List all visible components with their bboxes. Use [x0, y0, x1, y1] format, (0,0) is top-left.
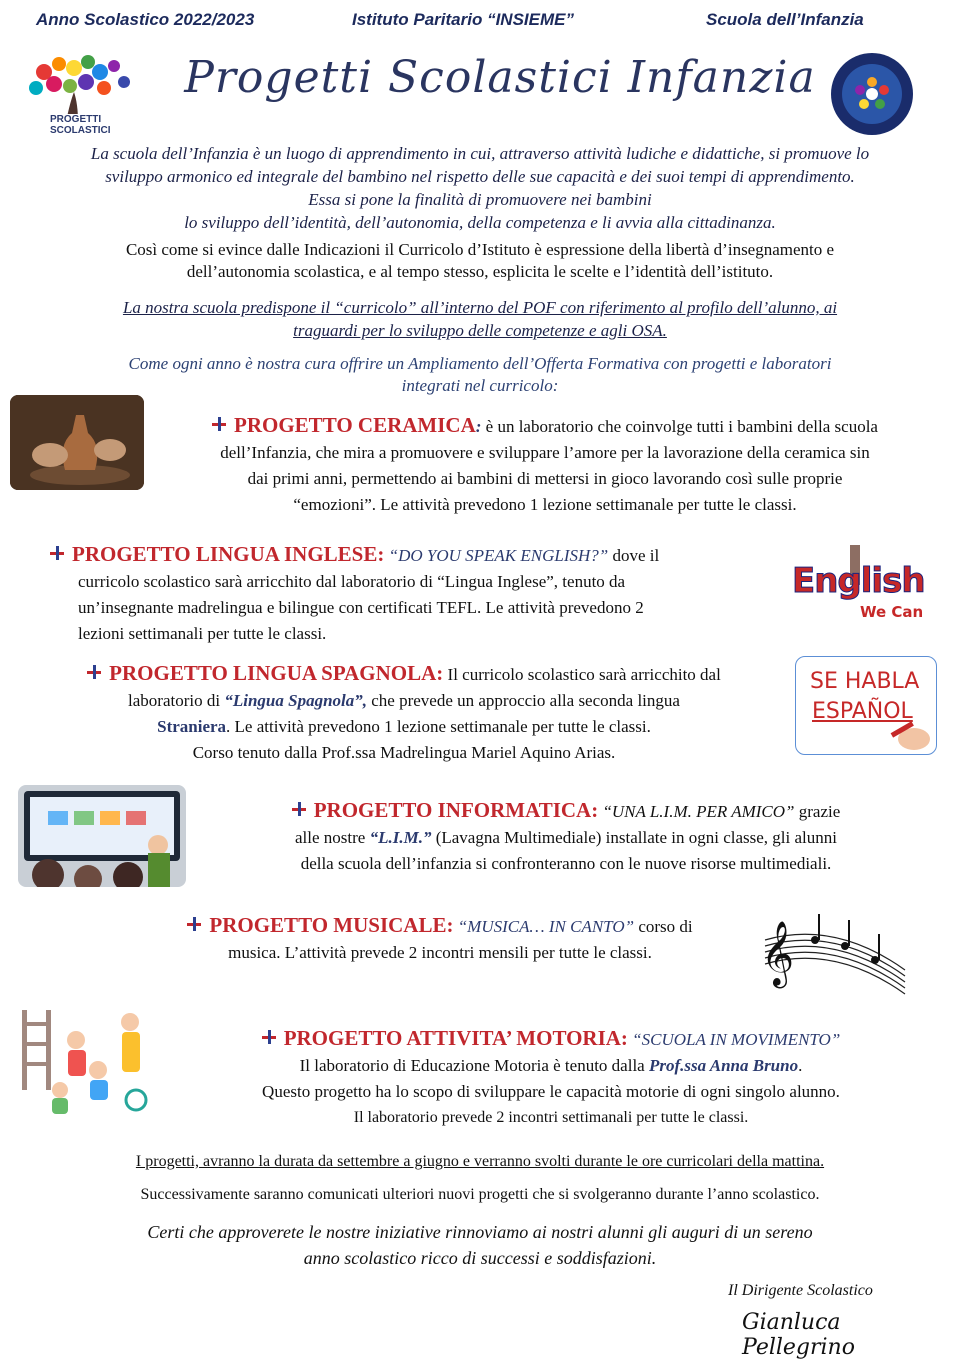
- informatica-title: PROGETTO INFORMATICA:: [313, 798, 599, 822]
- musicale-motto: “MUSICA… IN CANTO”: [457, 917, 635, 936]
- musicale-section: [110, 912, 770, 966]
- school-year: Anno Scolastico 2022/2023: [36, 10, 255, 29]
- music-notes-image: [755, 900, 915, 1000]
- ceramica-title: PROGETTO CERAMICA: [234, 413, 476, 437]
- logo-label: PROGETTI SCOLASTICI: [50, 114, 111, 136]
- auguri-line-1: Certi che approverete le nostre iniziative rinnoviamo ai nostri alunni gli auguri di un sereno: [147, 1222, 813, 1242]
- ceramica-line-2: dell’Infanzia, che mira a promuovere e sviluppare l’amore per la lavorazione della ceramica sin: [220, 443, 870, 462]
- ceramica-line-1: PROGETTO CERAMICA: è un laboratorio che coinvolge tutti i bambini della scuola: [150, 412, 940, 440]
- pof-line-1: La nostra scuola predispone il “curricolo” all’interno del POF con riferimento al profilo dell’alunno, ai: [122, 298, 838, 317]
- motoria-title: PROGETTO ATTIVITA’ MOTORIA:: [283, 1026, 628, 1050]
- informatica-line-1: PROGETTO INFORMATICA: “UNA L.I.M. PER AMICO” grazie: [196, 797, 936, 825]
- bullet-icon: [50, 546, 64, 560]
- musicale-title: PROGETTO MUSICALE:: [209, 913, 454, 937]
- inglese-title: PROGETTO LINGUA INGLESE:: [72, 542, 385, 566]
- intro-line-4: lo sviluppo dell’identità, dell’autonomia, della competenza e li avvia alla cittadinanza.: [184, 213, 776, 232]
- spagnola-line-4: Corso tenuto dalla Prof.ssa Madrelingua Mariel Aquino Arias.: [192, 743, 616, 762]
- page-title: Progetti Scolastici Infanzia: [184, 52, 816, 103]
- school-type: Scuola dell’Infanzia: [706, 10, 864, 29]
- inglese-motto: “DO YOU SPEAK ENGLISH?”: [388, 546, 609, 565]
- progetti-scolastici-logo: [14, 52, 144, 136]
- svg-text:𝄞: 𝄞: [761, 921, 795, 986]
- institute-seal: [830, 52, 914, 136]
- motoria-line-1: [166, 1025, 936, 1053]
- motoria-motto: “SCUOLA IN MOVIMENTO”: [632, 1030, 841, 1049]
- spagnola-section: [14, 660, 794, 766]
- spagnola-line-3: Straniera. Le attività prevedono 1 lezione settimanale per tutte le classi.: [157, 717, 651, 736]
- durata-note: I progetti, avranno la durata da settembre a giugno e verranno svolti durante le ore curricolari della mattina.: [135, 1153, 825, 1170]
- motoria-line-2: Il laboratorio di Educazione Motoria è tenuto dalla Prof.ssa Anna Bruno.: [299, 1056, 803, 1075]
- informatica-section: [196, 797, 936, 877]
- ceramica-line-4: “emozioni”. Le attività prevedono 1 lezione settimanale per tutte le classi.: [293, 495, 797, 514]
- espanol-text: ESPAÑOL: [812, 699, 913, 724]
- curricolo-line-1: Così come si evince dalle Indicazioni il Curricolo d’Istituto è espressione della libertà d’insegnamento e: [125, 240, 835, 259]
- ceramica-line-3: dai primi anni, permettendo ai bambini di mettersi in gioco lavorando così sulle proprie: [247, 469, 843, 488]
- ceramica-photo: [10, 395, 144, 490]
- curricolo-line-2: dell’autonomia scolastica, e al tempo stesso, esplicita le scelte e l’identità dell’istituto.: [186, 262, 774, 281]
- bullet-icon: [87, 665, 101, 679]
- english-we-can-image: [790, 545, 930, 625]
- musicale-line-2: musica. L’attività prevede 2 incontri mensili per tutte le classi.: [228, 943, 652, 962]
- inglese-line-4: lezioni settimanali per tutte le classi.: [78, 624, 327, 643]
- informatica-line-2: alle nostre “L.I.M.” (Lavagna Multimediale) installate in ogni classe, gli alunni: [295, 828, 837, 847]
- intro-line-2: sviluppo armonico ed integrale del bambino nel rispetto delle sue capacità e dei suoi tempi di apprendimento.: [105, 167, 855, 186]
- institute-name: Istituto Paritario “INSIEME”: [352, 10, 574, 29]
- dirigente-signature: Gianluca Pellegrino: [742, 1310, 855, 1360]
- bullet-icon: [262, 1030, 276, 1044]
- se-habla-espanol-image: [795, 656, 937, 755]
- bullet-icon: [292, 802, 306, 816]
- dirigente-role: Il Dirigente Scolastico: [728, 1282, 873, 1299]
- inglese-line-3: un’insegnante madrelingua e bilingue con certificati TEFL. Le attività prevedono 2: [78, 598, 644, 617]
- inglese-line-1: PROGETTO LINGUA INGLESE: “DO YOU SPEAK ENGLISH?” dove il: [50, 541, 770, 569]
- motoria-line-3: Questo progetto ha lo scopo di sviluppare le capacità motorie di ogni singolo alunno.: [262, 1082, 840, 1101]
- motoria-illustration: [18, 1000, 158, 1118]
- se-habla-text: SE HABLA: [810, 669, 920, 694]
- spagnola-title: PROGETTO LINGUA SPAGNOLA:: [109, 661, 444, 685]
- spagnola-line-2: laboratorio di “Lingua Spagnola”, che prevede un approccio alla seconda lingua: [128, 691, 680, 710]
- lim-photo: [18, 785, 186, 887]
- spagnola-line-1: PROGETTO LINGUA SPAGNOLA: Il curricolo scolastico sarà arricchito dal: [14, 660, 794, 688]
- informatica-line-3: della scuola dell’infanzia si confronteranno con le nuove risorse multimediali.: [300, 854, 832, 873]
- ampliamento-line-1: Come ogni anno è nostra cura offrire un Ampliamento dell’Offerta Formativa con progetti e laboratori: [128, 354, 832, 373]
- inglese-line-2: curricolo scolastico sarà arricchito dal laboratorio di “Lingua Inglese”, tenuto da: [78, 572, 626, 591]
- musicale-line-1: PROGETTO MUSICALE: “MUSICA… IN CANTO” corso di: [110, 912, 770, 940]
- motoria-line-4: Il laboratorio prevede 2 incontri settimanali per tutte le classi.: [353, 1109, 749, 1126]
- ampliamento-line-2: integrati nel curricolo:: [401, 376, 559, 395]
- pof-line-2: traguardi per lo sviluppo delle competenze e agli OSA.: [293, 321, 667, 340]
- auguri-line-2: anno scolastico ricco di successi e soddisfazioni.: [303, 1248, 657, 1268]
- inglese-section: [50, 541, 770, 647]
- english-word: English: [792, 561, 925, 601]
- ceramica-section: [150, 412, 940, 518]
- bullet-icon: [187, 917, 201, 931]
- intro-line-3: Essa si pone la finalità di promuovere nei bambini: [308, 190, 652, 209]
- motoria-section: [166, 1025, 936, 1131]
- successivamente-note: Successivamente saranno comunicati ulteriori nuovi progetti che si svolgeranno durante l’anno scolastico.: [140, 1186, 820, 1203]
- we-can-text: We Can: [860, 603, 924, 621]
- intro-line-1: La scuola dell’Infanzia è un luogo di apprendimento in cui, attraverso attività ludiche e didattiche, si promuove lo: [90, 144, 870, 163]
- bullet-icon: [212, 417, 226, 431]
